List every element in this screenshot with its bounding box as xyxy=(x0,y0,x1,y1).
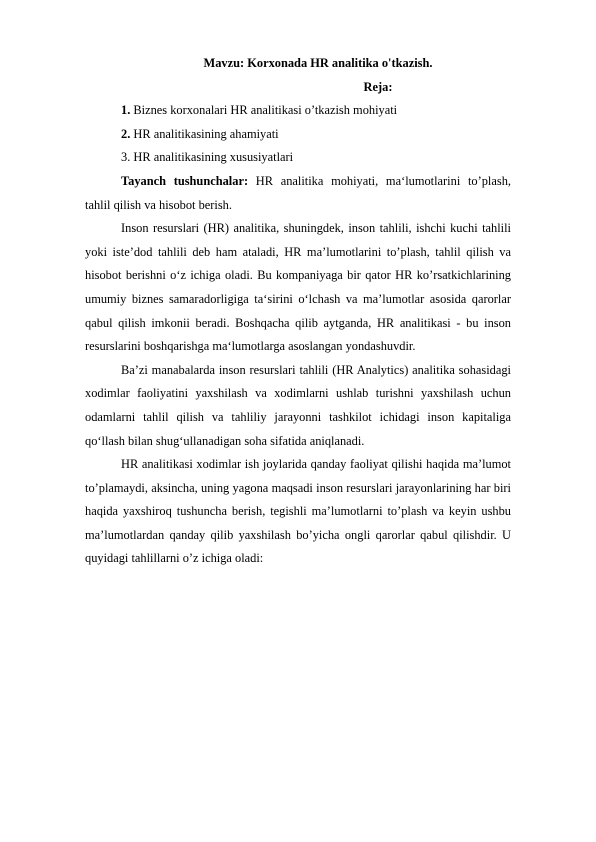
plan-item-number: 1. xyxy=(121,103,131,118)
document-title: Mavzu: Korxonada HR analitika o'tkazish. xyxy=(203,56,433,70)
key-terms-label: Tayanch tushunchalar: xyxy=(121,173,249,188)
plan-item-text: Biznes korxonalari HR analitikasi o’tkazish mohiyati xyxy=(130,103,398,118)
document-page xyxy=(85,52,511,571)
plan-item-3 xyxy=(85,146,511,170)
key-terms-paragraph xyxy=(85,170,511,217)
plan-item-1 xyxy=(85,99,511,123)
plan-item-2 xyxy=(85,123,511,147)
body-paragraph-2: Ba’zi manabalarda inson resurslari tahlili (HR Analytics) analitika sohasidagi xodimlar faoliyatini yaxshilash va xodimlarni ushlab turishni yaxshilash uchun odamlarni tahlil qilish va tahliliy jarayonni tashkilot ichidagi inson kapitaliga qo‘llash bilan shug‘ullanadigan soha sifatida aniqlanadi. xyxy=(85,362,511,448)
plan-item-text: HR analitikasining xususiyatlari xyxy=(130,150,294,165)
plan-item-number: 3. xyxy=(121,150,131,165)
key-terms-text: HR analitika mohiyati, ma‘lumotlarini to’plash, tahlil qilish va hisobot berish. xyxy=(85,173,511,212)
body-paragraph-1: Inson resurslari (HR) analitika, shuningdek, inson tahlili, ishchi kuchi tahlili yoki iste’dod tahlili deb ham ataladi, HR ma’lumotlarini to’plash, tahlil qilish va hisobot berishni o‘z ichiga oladi. Bu kompaniyaga bir qator HR ko’rsatkichlarining umumiy biznes samaradorligiga ta‘sirini o‘lchash va ma’lumotlar asosida qarorlar qabul qilish imkonii beradi. Boshqacha qilib aytganda, HR analitikasi - bu inson resurslarini boshqarishga ma‘lumotlarga asoslangan yondashuvdir. xyxy=(85,221,511,354)
plan-heading: Reja: xyxy=(363,79,393,94)
body-paragraph-3: HR analitikasi xodimlar ish joylarida qanday faoliyat qilishi haqida ma’lumot to’plamaydi, aksincha, uning yagona maqsadi inson resurslari jarayonlarining har biri haqida yaxshiroq tushuncha berish, tegishli ma’lumotlarni to’plash va keyin ushbu ma’lumotlardan qanday qilib yaxshilash bo’yicha ongli qarorlar qabul qilishdir. U quyidagi tahlillarni o’z ichiga oladi: xyxy=(85,457,511,566)
plan-item-text: HR analitikasining ahamiyati xyxy=(130,126,279,141)
plan-item-number: 2. xyxy=(121,126,131,141)
